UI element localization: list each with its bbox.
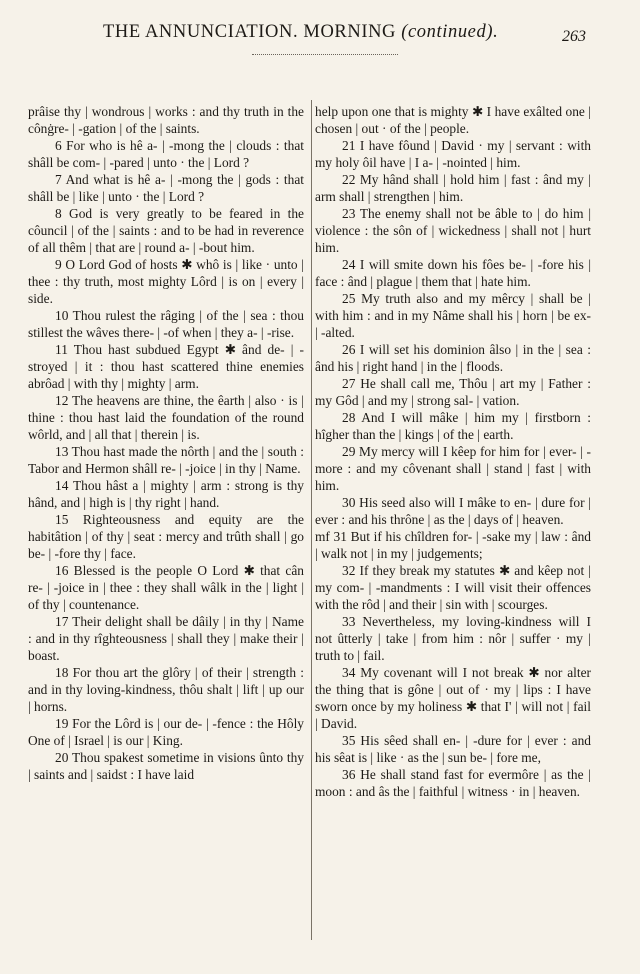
verse-text: 34 My covenant will I not break ✱ nor alter the thing that is gône | out of · my | lips : I have sworn once by my holiness ✱ that I' | will not | fail | David. [315,665,591,731]
verse-text: 33 Nevertheless, my loving-kindness will I not ûtterly | take | from him : nôr | suffer · my | truth to | fail. [315,614,591,663]
verse-text: 28 And I will mâke | him my | firstborn : hîgher than the | kings | of the | earth. [315,410,591,442]
title-main: THE ANNUNCIATION. MORNING [103,22,396,42]
verse-text: 20 Thou spakest sometime in visions ûnto thy | saints and | saidst : I have laid [28,750,304,782]
verse-text: 22 My hând shall | hold him | fast : ând my | arm shall | strengthen | him. [315,172,591,204]
verse-text: 30 His seed also will I mâke to en- | dure for | ever : and his thrône | as the | days of | heaven. [315,495,591,527]
verse-text: 24 I will smite down his fôes be- | -fore his | face : ând | plague | them that | hate him. [315,257,591,289]
verse-text: 35 His sêed shall en- | -dure for | ever : and his sêat is | like · as the | sun be- | fore me, [315,733,591,765]
verse-text: 6 For who is hê a- | -mong the | clouds : that shâll be com- | -pared | unto · the | Lord ? [28,138,304,170]
verse-text: 12 The heavens are thine, the êarth | also · is | thine : thou hast laid the foundation of the round wôrld, and | all that | therein | is. [28,393,304,442]
verse-text: 15 Righteousness and equity are the habitâtion | of thy | seat : mercy and trûth shall | go be- | -fore thy | face. [28,512,304,561]
left-column [28,103,304,783]
verse-text: 10 Thou rulest the râging | of the | sea : thou stillest the wâves there- | -of when | they a- | -rise. [28,308,304,340]
verse-text: prâise thy | wondrous | works : and thy truth in the cônġre- | -gation | of the | saints. [28,104,304,136]
page-header [0,22,640,52]
verse-text: 36 He shall stand fast for evermôre | as the | moon : and âs the | faithful | witness · in | heaven. [315,767,591,799]
verse-text: 23 The enemy shall not be âble to | do him | violence : the sôn of | wickedness | shall not | hurt him. [315,206,591,255]
verse-text: 26 I will set his dominion âlso | in the | sea : ând his | right hand | in the | floods. [315,342,591,374]
verse-text: 19 For the Lôrd is | our de- | -fence : the Hôly One of | Israel | is our | King. [28,716,304,748]
verse-text: 18 For thou art the glôry | of their | strength : and in thy loving-kindness, thôu shalt | lift | up our | horns. [28,665,304,714]
verse-text: 27 He shall call me, Thôu | art my | Father : my Gôd | and my | strong sal- | vation. [315,376,591,408]
verse-text: 21 I have fôund | David · my | servant : with my holy ôil have | I a- | -nointed | him. [315,138,591,170]
verse-text: 32 If they break my statutes ✱ and kêep not | my com- | -mandments : I will visit their offences with the rôd | and their | sin with | scourges. [315,563,591,612]
page-title [103,22,498,43]
right-column [315,103,591,800]
verse-text: help upon one that is mighty ✱ I have exâlted one | chosen | out · of the | people. [315,104,591,136]
verse-text: 8 God is very greatly to be feared in the côuncil | of the | saints : and to be had in reverence of all thêm | that are | round a- | -bout him. [28,206,304,255]
verse-text: 17 Their delight shall be dâily | in thy | Name : and in thy rîghteousness | shall they | make their | boast. [28,614,304,663]
verse-text: 13 Thou hast made the nôrth | and the | south : Tabor and Hermon shâll re- | -joice | in thy | Name. [28,444,304,476]
verse-text: 11 Thou hast subdued Egypt ✱ ând de- | -stroyed | it : thou hast scattered thine enemies abrôad | with thy | mighty | arm. [28,342,304,391]
verse-text: 14 Thou hâst a | mighty | arm : strong is thy hând, and | high is | thy right | hand. [28,478,304,510]
verse-text: 29 My mercy will I kêep for him for | ever- | -more : and my côvenant shall | stand | fast | with him. [315,444,591,493]
header-rule [252,54,398,55]
verse-text: 7 And what is hê a- | -mong the | gods : that shâll be | like | unto · the | Lord ? [28,172,304,204]
title-continued: (continued). [401,22,499,42]
page-number: 263 [562,28,586,45]
column-divider [311,100,312,940]
verse-text: 16 Blessed is the people O Lord ✱ that cân re- | -joice in | thee : they shall wâlk in the | light | of thy | countenance. [28,563,304,612]
verse-text: 9 O Lord God of hosts ✱ whô is | like · unto | thee : thy truth, most mighty Lôrd | is on | every | side. [28,257,304,306]
verse-text: 25 My truth also and my mêrcy | shall be | with him : and in my Nâme shall his | horn | be ex- | -alted. [315,291,591,340]
verse-text: mf 31 But if his chîldren for- | -sake my | law : ând | walk not | in my | judgements; [315,529,591,561]
